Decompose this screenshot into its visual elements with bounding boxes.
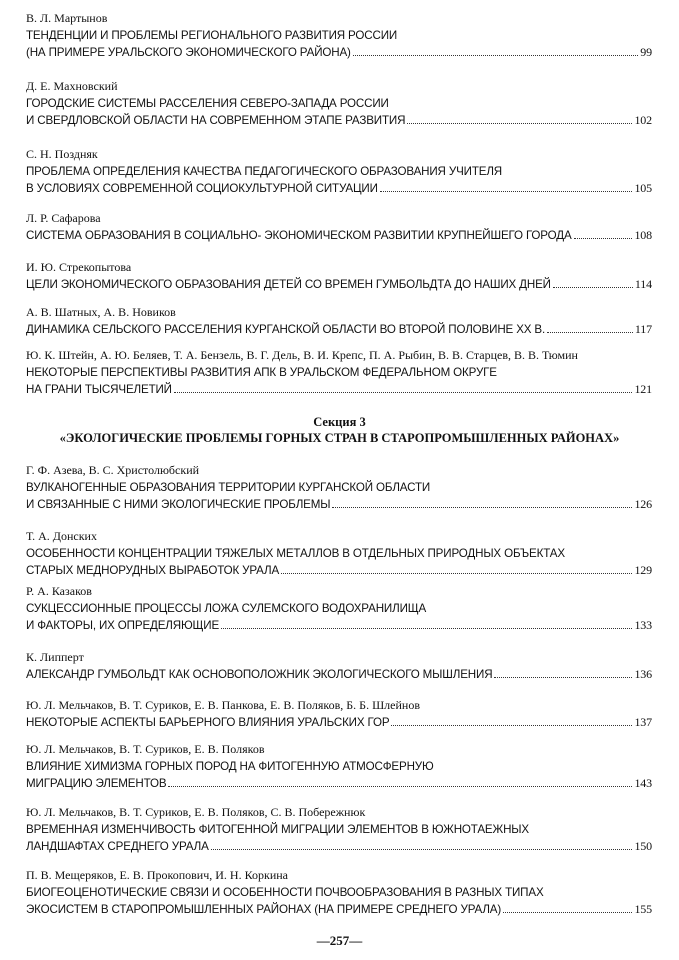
entry-title-line [26, 714, 652, 731]
entry-page-number: 114 [634, 277, 652, 291]
entry-title-text: ГОРОДСКИЕ СИСТЕМЫ РАССЕЛЕНИЯ СЕВЕРО-ЗАПАДА РОССИИ [26, 97, 389, 110]
entry-title-text: ВУЛКАНОГЕННЫЕ ОБРАЗОВАНИЯ ТЕРРИТОРИИ КУРГАНСКОЙ ОБЛАСТИ [26, 481, 431, 494]
toc-entry [26, 697, 652, 731]
entry-authors: В. Л. Мартынов [26, 11, 108, 25]
entry-title-text: ВРЕМЕННАЯ ИЗМЕНЧИВОСТЬ ФИТОГЕННОЙ МИГРАЦИИ ЭЛЕМЕНТОВ В ЮЖНОТАЕЖНЫХ [26, 823, 529, 836]
section-label: Секция 3 [313, 415, 366, 429]
entry-authors: Ю. Л. Мельчаков, В. Т. Суриков, Е. В. Поляков, С. В. Побережнюк [26, 805, 366, 819]
entry-title-line [26, 838, 652, 855]
entry-title-text: СУКЦЕССИОННЫЕ ПРОЦЕССЫ ЛОЖА СУЛЕМСКОГО ВОДОХРАНИЛИЩА [26, 602, 427, 615]
entry-title-line [26, 479, 652, 496]
entry-title-text: ОСОБЕННОСТИ КОНЦЕНТРАЦИИ ТЯЖЕЛЫХ МЕТАЛЛОВ В ОТДЕЛЬНЫХ ПРИРОДНЫХ ОБЪЕКТАХ [26, 547, 565, 560]
entry-page-number: 108 [634, 228, 652, 242]
entry-authors: А. В. Шатных, А. В. Новиков [26, 305, 176, 319]
dot-leader [174, 392, 633, 393]
dot-leader [407, 123, 632, 124]
entry-title-text: МИГРАЦИЮ ЭЛЕМЕНТОВ [26, 777, 167, 790]
entry-authors: С. Н. Поздняк [26, 147, 98, 161]
dot-leader [391, 725, 632, 726]
entry-title-line [26, 545, 652, 562]
dot-leader [221, 628, 632, 629]
dot-leader [332, 507, 632, 508]
dot-leader [547, 332, 633, 333]
entry-page-number: 129 [634, 563, 652, 577]
toc-entry [26, 804, 652, 855]
entry-title-text: И СВЕРДЛОВСКОЙ ОБЛАСТИ НА СОВРЕМЕННОМ ЭТАПЕ РАЗВИТИЯ [26, 114, 406, 127]
entry-authors: Т. А. Донских [26, 529, 97, 543]
entry-title-text: И СВЯЗАННЫЕ С НИМИ ЭКОЛОГИЧЕСКИЕ ПРОБЛЕМЫ [26, 498, 331, 511]
dot-leader [380, 191, 633, 192]
toc-entry [26, 78, 652, 129]
entry-authors: П. В. Мещеряков, Е. В. Прокопович, И. Н. Коркина [26, 868, 288, 882]
entry-page-number: 126 [634, 497, 652, 511]
dot-leader [211, 849, 633, 850]
toc-entry [26, 304, 652, 338]
entry-page-number: 137 [634, 715, 652, 729]
entry-title-line [26, 276, 652, 293]
section-heading [0, 414, 679, 446]
toc-entry [26, 347, 652, 398]
entry-title-text: НА ГРАНИ ТЫСЯЧЕЛЕТИЙ [26, 383, 172, 396]
entry-title-line [26, 227, 652, 244]
entry-authors: Г. Ф. Азева, В. С. Христолюбский [26, 463, 200, 477]
entry-title-line [26, 321, 652, 338]
entry-title-line [26, 163, 652, 180]
entry-authors: Д. Е. Махновский [26, 79, 118, 93]
entry-title-text: ЦЕЛИ ЭКОНОМИЧЕСКОГО ОБРАЗОВАНИЯ ДЕТЕЙ СО ВРЕМЕН ГУМБОЛЬДТА ДО НАШИХ ДНЕЙ [26, 278, 551, 291]
entry-page-number: 155 [634, 902, 652, 916]
entry-title-line [26, 901, 652, 918]
entry-authors: К. Липперт [26, 650, 84, 664]
entry-title-text: ТЕНДЕНЦИИ И ПРОБЛЕМЫ РЕГИОНАЛЬНОГО РАЗВИТИЯ РОССИИ [26, 29, 398, 42]
entry-title-line [26, 364, 652, 381]
entry-page-number: 136 [634, 667, 652, 681]
entry-title-line [26, 180, 652, 197]
dot-leader [168, 786, 632, 787]
entry-authors: Ю. Л. Мельчаков, В. Т. Суриков, Е. В. Панкова, Е. В. Поляков, Б. Б. Шлейнов [26, 698, 421, 712]
entry-page-number: 121 [634, 382, 652, 396]
page-number: —257— [316, 933, 363, 948]
toc-entry [26, 259, 652, 293]
dot-leader [494, 677, 632, 678]
entry-authors: И. Ю. Стрекопытова [26, 260, 132, 274]
entry-authors: Р. А. Казаков [26, 584, 92, 598]
entry-page-number: 133 [634, 618, 652, 632]
toc-entry [26, 583, 652, 634]
entry-authors: Ю. К. Штейн, А. Ю. Беляев, Т. А. Бензель, В. Г. Дель, В. И. Крепс, П. А. Рыбин, В. В. Старцев, В. В. Тюмин [26, 348, 578, 362]
entry-title-line [26, 600, 652, 617]
entry-page-number: 99 [640, 45, 652, 59]
entry-title-text: И ФАКТОРЫ, ИХ ОПРЕДЕЛЯЮЩИЕ [26, 619, 220, 632]
entry-page-number: 102 [634, 113, 652, 127]
entry-page-number: 117 [634, 322, 652, 336]
entry-title-line [26, 775, 652, 792]
entry-title-line [26, 666, 652, 683]
entry-title-text: БИОГЕОЦЕНОТИЧЕСКИЕ СВЯЗИ И ОСОБЕННОСТИ ПОЧВООБРАЗОВАНИЯ В РАЗНЫХ ТИПАХ [26, 886, 544, 899]
toc-entry [26, 462, 652, 513]
dot-leader [281, 573, 632, 574]
entry-title-line [26, 95, 652, 112]
entry-title-text: ЭКОСИСТЕМ В СТАРОПРОМЫШЛЕННЫХ РАЙОНАХ (НА ПРИМЕРЕ СРЕДНЕГО УРАЛА) [26, 903, 502, 916]
entry-title-text: АЛЕКСАНДР ГУМБОЛЬДТ КАК ОСНОВОПОЛОЖНИК ЭКОЛОГИЧЕСКОГО МЫШЛЕНИЯ [26, 668, 493, 681]
toc-entry [26, 146, 652, 197]
entry-title-line [26, 112, 652, 129]
entry-title-line [26, 381, 652, 398]
entry-title-text: СИСТЕМА ОБРАЗОВАНИЯ В СОЦИАЛЬНО- ЭКОНОМИЧЕСКОМ РАЗВИТИИ КРУПНЕЙШЕГО ГОРОДА [26, 229, 572, 242]
entry-title-line [26, 27, 652, 44]
entry-title-text: ЛАНДШАФТАХ СРЕДНЕГО УРАЛА [26, 840, 209, 853]
entry-authors: Ю. Л. Мельчаков, В. Т. Суриков, Е. В. Поляков [26, 742, 265, 756]
entry-page-number: 150 [634, 839, 652, 853]
entry-authors: Л. Р. Сафарова [26, 211, 101, 225]
entry-title-line [26, 884, 652, 901]
entry-title-line [26, 617, 652, 634]
entry-title-line [26, 496, 652, 513]
toc-entry [26, 649, 652, 683]
entry-title-text: ВЛИЯНИЕ ХИМИЗМА ГОРНЫХ ПОРОД НА ФИТОГЕННУЮ АТМОСФЕРНУЮ [26, 760, 434, 773]
entry-title-text: ПРОБЛЕМА ОПРЕДЕЛЕНИЯ КАЧЕСТВА ПЕДАГОГИЧЕСКОГО ОБРАЗОВАНИЯ УЧИТЕЛЯ [26, 165, 503, 178]
toc-entry [26, 528, 652, 579]
toc-entry [26, 210, 652, 244]
dot-leader [574, 238, 633, 239]
entry-title-text: НЕКОТОРЫЕ АСПЕКТЫ БАРЬЕРНОГО ВЛИЯНИЯ УРАЛЬСКИХ ГОР [26, 716, 390, 729]
entry-title-text: (НА ПРИМЕРЕ УРАЛЬСКОГО ЭКОНОМИЧЕСКОГО РАЙОНА) [26, 46, 351, 59]
entry-page-number: 143 [634, 776, 652, 790]
entry-title-line [26, 758, 652, 775]
entry-title-text: НЕКОТОРЫЕ ПЕРСПЕКТИВЫ РАЗВИТИЯ АПК В УРАЛЬСКОМ ФЕДЕРАЛЬНОМ ОКРУГЕ [26, 366, 497, 379]
toc-entry [26, 741, 652, 792]
dot-leader [353, 55, 639, 56]
dot-leader [503, 912, 632, 913]
entry-title-line [26, 562, 652, 579]
entry-title-line [26, 44, 652, 61]
entry-title-text: ДИНАМИКА СЕЛЬСКОГО РАССЕЛЕНИЯ КУРГАНСКОЙ ОБЛАСТИ ВО ВТОРОЙ ПОЛОВИНЕ ХХ В. [26, 323, 546, 336]
toc-entry [26, 10, 652, 61]
entry-title-text: СТАРЫХ МЕДНОРУДНЫХ ВЫРАБОТОК УРАЛА [26, 564, 280, 577]
entry-title-line [26, 821, 652, 838]
toc-entry [26, 867, 652, 918]
dot-leader [553, 287, 633, 288]
entry-page-number: 105 [634, 181, 652, 195]
section-title: «ЭКОЛОГИЧЕСКИЕ ПРОБЛЕМЫ ГОРНЫХ СТРАН В СТАРОПРОМЫШЛЕННЫХ РАЙОНАХ» [59, 431, 620, 445]
entry-title-text: В УСЛОВИЯХ СОВРЕМЕННОЙ СОЦИОКУЛЬТУРНОЙ СИТУАЦИИ [26, 182, 378, 195]
